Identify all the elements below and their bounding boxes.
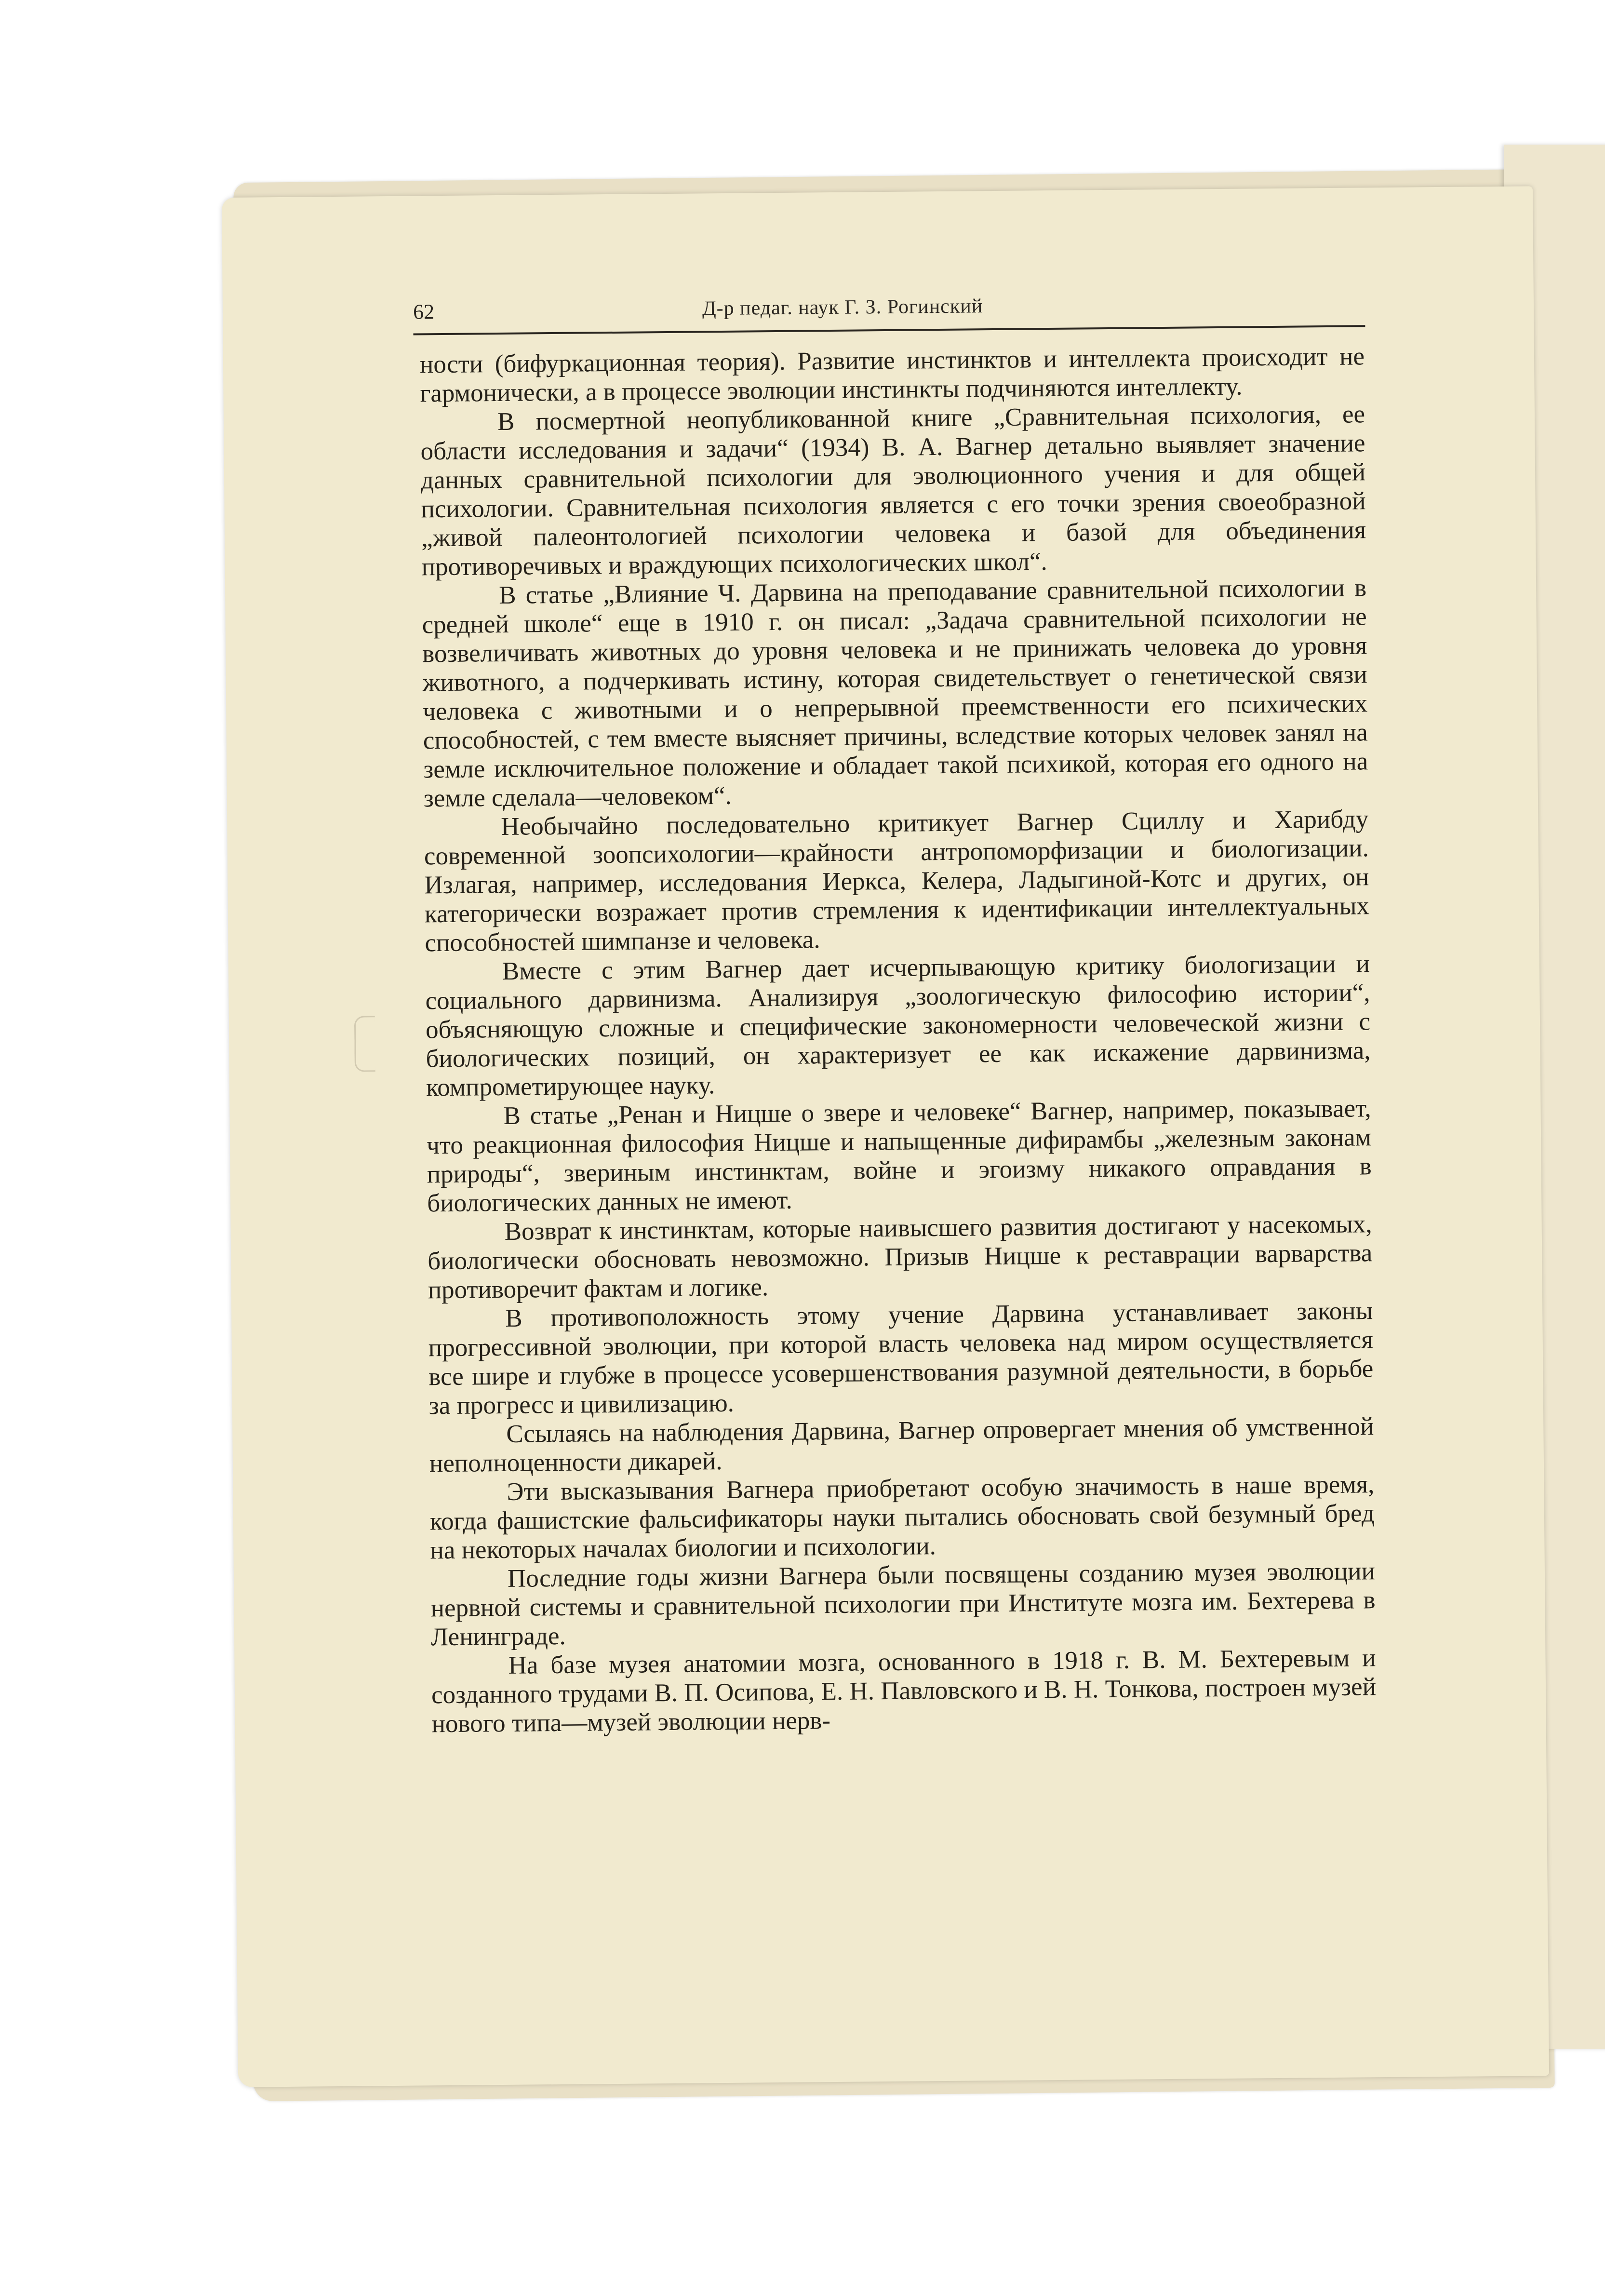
document-page (222, 186, 1549, 2087)
paragraph: В посмертной неопубликованной книге „Сравнительная психология, ее области исследования и задачи“ (1934) В. А. Вагнер детально выявляет значение данных сравнительной психологии для эволюционного учения и для общей психологии. Сравнительная психология является с его точки зрения своеобразной „живой палеонтологией психологии человека и базой для объединения противоречивых и враждующих психологических школ“. (420, 400, 1366, 581)
header-title: Д-р педаг. наук Г. З. Рогинский (702, 295, 983, 320)
paragraph: ности (бифуркационная теория). Развитие инстинктов и интеллекта происходит не гармонически, а в процессе эволюции инстинкты подчиняются интеллекту. (419, 342, 1365, 408)
running-header (413, 291, 1365, 335)
paragraph: Необычайно последовательно критикует Вагнер Сциллу и Харибду современной зоопсихологии—крайности антропоморфизации и биологизации. Излагая, например, исследования Иеркса, Келера, Ладыгиной-Котс и других, он категорически возражает против стремления к идентификации интеллектуальных способностей шимпанзе и человека. (424, 805, 1370, 957)
page-number: 62 (413, 300, 435, 324)
paragraph: В статье „Ренан и Ницше о звере и человеке“ Вагнер, например, показывает, что реакционная философия Ницше и напыщенные дифирамбы „железным законам природы“, звериным инстинктам, войне и эгоизму никакого оправдания в биологических данных не имеют. (426, 1094, 1372, 1218)
paragraph: В статье „Влияние Ч. Дарвина на преподавание сравнительной психологии в средней школе“ еще в 1910 г. он писал: „Задача сравнительной психологии не возвеличивать животных до уровня человека и не принижать человека до уровня животного, а подчеркивать истину, которая свидетельствует о генетической связи человека с животными и о непрерывной преемственности его психических способностей, с тем вместе выясняет причины, вследствие которых человек занял на земле исключительное положение и обладает такой психикой, которая его одного на земле сделала—человеком“. (422, 574, 1368, 813)
paragraph: Эти высказывания Вагнера приобретают особую значимость в наше время, когда фашистские фальсификаторы науки пытались обосновать свой безумный бред на некоторых началах биологии и психологии. (429, 1470, 1375, 1565)
paragraph: Последние годы жизни Вагнера были посвящены созданию музея эволюции нервной системы и сравнительной психологии при Институте мозга им. Бехтерева в Ленинграде. (430, 1557, 1376, 1652)
margin-pencil-mark (354, 1016, 375, 1072)
paragraph: Возврат к инстинктам, которые наивысшего развития достигают у насекомых, биологически обосновать невозможно. Призыв Ницше к реставрации варварства противоречит фактам и логике. (428, 1210, 1373, 1304)
paragraph: На базе музея анатомии мозга, основанного в 1918 г. В. М. Бехтеревым и созданного трудами В. П. Осипова, Е. Н. Павловского и В. Н. Тонкова, построен музей нового типа—музей эволюции нерв- (431, 1644, 1377, 1738)
paragraph: Ссылаясь на наблюдения Дарвина, Вагнер опровергает мнения об умственной неполноценности дикарей. (429, 1412, 1374, 1478)
body-text (420, 342, 1377, 1738)
paragraph: Вместе с этим Вагнер дает исчерпывающую критику биологизации и социального дарвинизма. Анализируя „зоологическую философию истории“, объясняющую сложные и специфические закономерности человеческой жизни с биологических позиций, он характеризует ее как искажение дарвинизма, компрометирующее науку. (425, 950, 1371, 1102)
paragraph: В противоположность этому учение Дарвина устанавливает законы прогрессивной эволюции, при которой власть человека над миром осуществляется все шире и глубже в процессе усовершенствования разумной деятельности, в борьбе за прогресс и цивилизацию. (428, 1297, 1374, 1420)
